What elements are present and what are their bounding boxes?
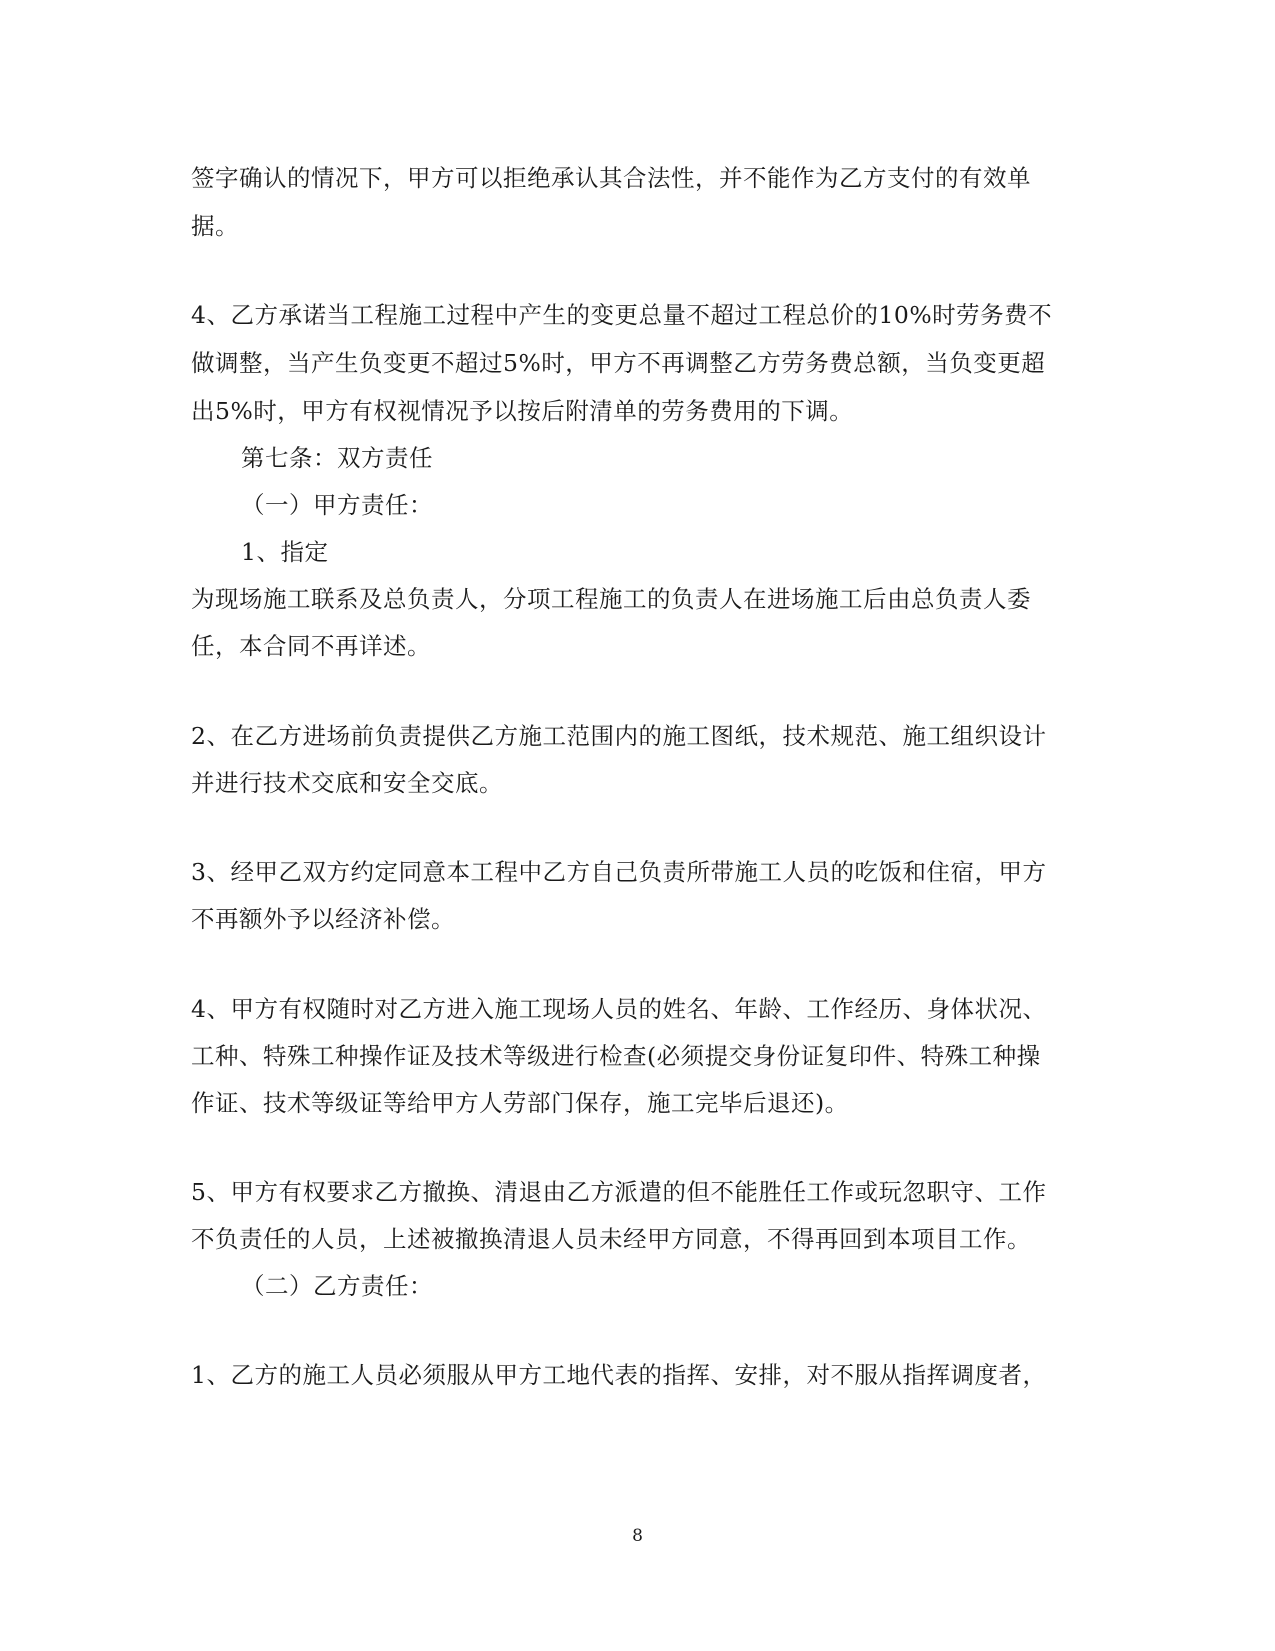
body-text-line: 为现场施工联系及总负责人，分项工程施工的负责人在进场施工后由总负责人委 bbox=[191, 585, 1031, 613]
body-text-line: 据。 bbox=[191, 212, 239, 240]
body-text-line: 3、经甲乙双方约定同意本工程中乙方自己负责所带施工人员的吃饭和住宿，甲方 bbox=[191, 858, 1047, 886]
body-text-line: 5、甲方有权要求乙方撤换、清退由乙方派遣的但不能胜任工作或玩忽职守、工作 bbox=[191, 1178, 1047, 1206]
body-text-line: 1、乙方的施工人员必须服从甲方工地代表的指挥、安排，对不服从指挥调度者， bbox=[191, 1361, 1047, 1389]
page-number: 8 bbox=[632, 1526, 643, 1546]
body-text-line: 工种、特殊工种操作证及技术等级进行检查(必须提交身份证复印件、特殊工种操 bbox=[191, 1042, 1041, 1070]
body-text-line: 并进行技术交底和安全交底。 bbox=[191, 769, 503, 797]
section-heading: （一）甲方责任： bbox=[241, 491, 433, 519]
body-text-line: 1、指定 bbox=[241, 538, 329, 566]
body-text-line: 4、乙方承诺当工程施工过程中产生的变更总量不超过工程总价的10%时劳务费不 bbox=[191, 301, 1053, 329]
body-text-line: 作证、技术等级证等给甲方人劳部门保存，施工完毕后退还)。 bbox=[191, 1089, 849, 1117]
body-text-line: 出5%时，甲方有权视情况予以按后附清单的劳务费用的下调。 bbox=[191, 397, 854, 425]
body-text-line: 任，本合同不再详述。 bbox=[191, 632, 431, 660]
body-text-line: 做调整，当产生负变更不超过5%时，甲方不再调整乙方劳务费总额，当负变更超 bbox=[191, 349, 1046, 377]
article-heading: 第七条：双方责任 bbox=[241, 444, 433, 472]
section-heading: （二）乙方责任： bbox=[241, 1272, 433, 1300]
body-text-line: 2、在乙方进场前负责提供乙方施工范围内的施工图纸，技术规范、施工组织设计 bbox=[191, 722, 1047, 750]
body-text-line: 签字确认的情况下，甲方可以拒绝承认其合法性，并不能作为乙方支付的有效单 bbox=[191, 164, 1031, 192]
body-text-line: 不再额外予以经济补偿。 bbox=[191, 905, 455, 933]
body-text-line: 不负责任的人员，上述被撤换清退人员未经甲方同意，不得再回到本项目工作。 bbox=[191, 1225, 1031, 1253]
body-text-line: 4、甲方有权随时对乙方进入施工现场人员的姓名、年龄、工作经历、身体状况、 bbox=[191, 995, 1047, 1023]
